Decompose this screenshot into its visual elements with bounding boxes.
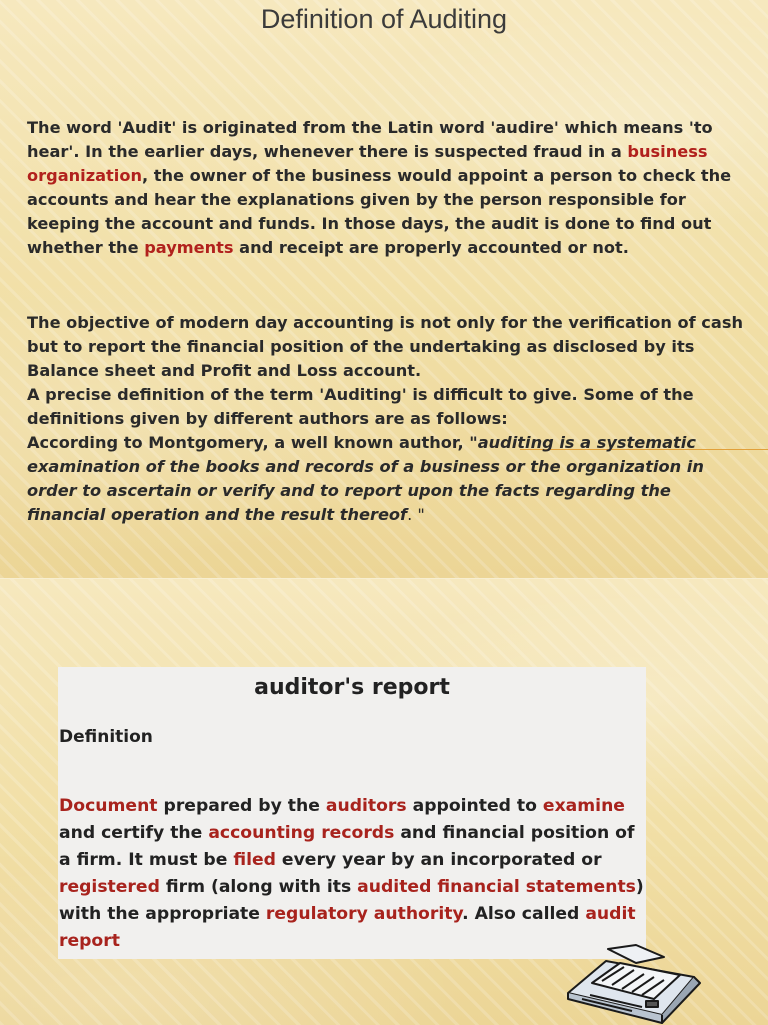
link-payments[interactable]: payments: [144, 238, 234, 257]
report-title: auditor's report: [254, 675, 450, 700]
link-regulatory-authority[interactable]: regulatory authority: [265, 904, 463, 924]
link-business-organization[interactable]: business organization: [27, 142, 708, 185]
link-filed[interactable]: filed: [233, 850, 276, 870]
link-audit-report[interactable]: audit report: [59, 904, 636, 951]
slide-auditors-report: [0, 578, 768, 1025]
paragraph-origin: [27, 116, 743, 260]
link-audited-financial-statements[interactable]: audited financial statements: [357, 877, 636, 897]
report-definition-text: [59, 793, 649, 955]
link-examine[interactable]: examine: [542, 796, 625, 816]
text-montgomery: [27, 431, 743, 527]
text-run: and financial position of a firm. It must be: [59, 823, 635, 870]
quote-end: . ": [407, 505, 425, 524]
montgomery-quote: "auditing is a systematic examination of the books and records of a business or the organization in order to ascertain or verify and to report upon the facts regarding the financial operation and the result thereof: [27, 433, 704, 524]
text-run: every year by an incorporated or: [275, 850, 602, 870]
text-precise-definition: A precise definition of the term 'Auditing' is difficult to give. Some of the definitions given by different authors are as follows:: [27, 385, 694, 428]
text-run: appointed to: [406, 796, 543, 816]
text-run: According to Montgomery, a well known author,: [27, 433, 470, 452]
text-run: ) with the appropriate: [59, 877, 644, 924]
link-accounting-records[interactable]: accounting records: [208, 823, 395, 843]
link-registered[interactable]: registered: [59, 877, 160, 897]
text-run: prepared by the: [157, 796, 326, 816]
paragraph-objective: [27, 311, 743, 527]
link-auditors[interactable]: auditors: [325, 796, 407, 816]
text-run: . Also called: [462, 904, 586, 924]
report-subtitle: Definition: [59, 727, 153, 747]
printer-clipart-icon: [562, 943, 708, 1025]
text-run: and certify the: [59, 823, 209, 843]
text-objective: The objective of modern day accounting is not only for the verification of cash but to report the financial position of the undertaking as disclosed by its Balance sheet and Profit and Loss account.: [27, 313, 743, 380]
slide-title: Definition of Auditing: [260, 4, 508, 34]
text-run: , the owner of the business would appoint a person to check the accounts and hear the explanations given by the person responsible for keeping the account and funds. In those days, the audit is done to find out whether the: [27, 166, 732, 257]
text-run: and receipt are properly accounted or not.: [233, 238, 629, 257]
link-document[interactable]: Document: [59, 796, 158, 816]
text-run: The word 'Audit' is originated from the Latin word 'audire' which means 'to hear'. In the earlier days, whenever there is suspected fraud in a: [27, 118, 713, 161]
text-run: firm (along with its: [159, 877, 358, 897]
